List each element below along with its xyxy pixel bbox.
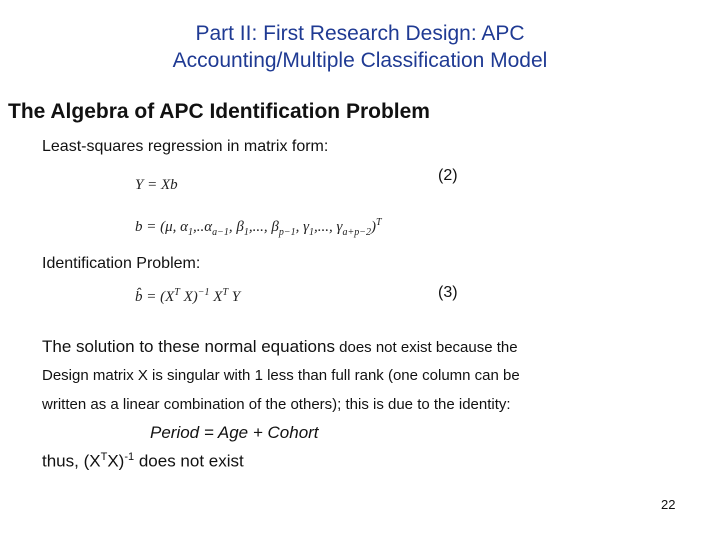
equation-number-3: (3) <box>438 284 458 301</box>
paragraph-line2: Design matrix X is singular with 1 less than full rank (one column can be <box>42 367 520 384</box>
thus-sup-t: T <box>100 451 108 463</box>
paragraph-line1-large: The solution to these normal equations <box>42 337 335 356</box>
page-number: 22 <box>661 497 676 512</box>
thus-sup-inverse: -1 <box>124 451 135 463</box>
paragraph-line3: written as a linear combination of the others); this is due to the identity: <box>42 396 511 413</box>
paragraph-line1-small: does not exist because the <box>334 339 518 356</box>
section-heading: The Algebra of APC Identification Problem <box>8 100 430 123</box>
equation-number-2: (2) <box>438 167 458 184</box>
identification-label: Identification Problem: <box>42 255 201 272</box>
equation-y-xb: Y = Xb <box>135 177 178 193</box>
conclusion-line <box>42 451 244 472</box>
thus-prefix: thus, (X <box>42 451 101 471</box>
slide-title-line2: Accounting/Multiple Classification Model <box>172 49 548 72</box>
equation-b-hat: b̂ = ($X^T$ X)$^{-1}$ $X^T$ Y <box>135 287 241 305</box>
equation-b-vector: b = (μ, $\alpha_1,..\alpha_{a-1}$, $\beta_1$,..., $\beta_{p-1}$, $\gamma_1$,..., $\gamma_{a+p-2})^T$ <box>135 217 382 238</box>
thus-suffix: does not exist <box>134 451 244 471</box>
least-squares-label: Least-squares regression in matrix form: <box>42 138 329 155</box>
thus-mid: X) <box>107 451 125 471</box>
equation-b-lhs: b = (μ, α <box>135 219 189 235</box>
slide-title-line1: Part II: First Research Design: APC <box>195 22 525 45</box>
paragraph-line1 <box>42 337 518 357</box>
identity-equation: Period = Age + Cohort <box>150 423 319 442</box>
